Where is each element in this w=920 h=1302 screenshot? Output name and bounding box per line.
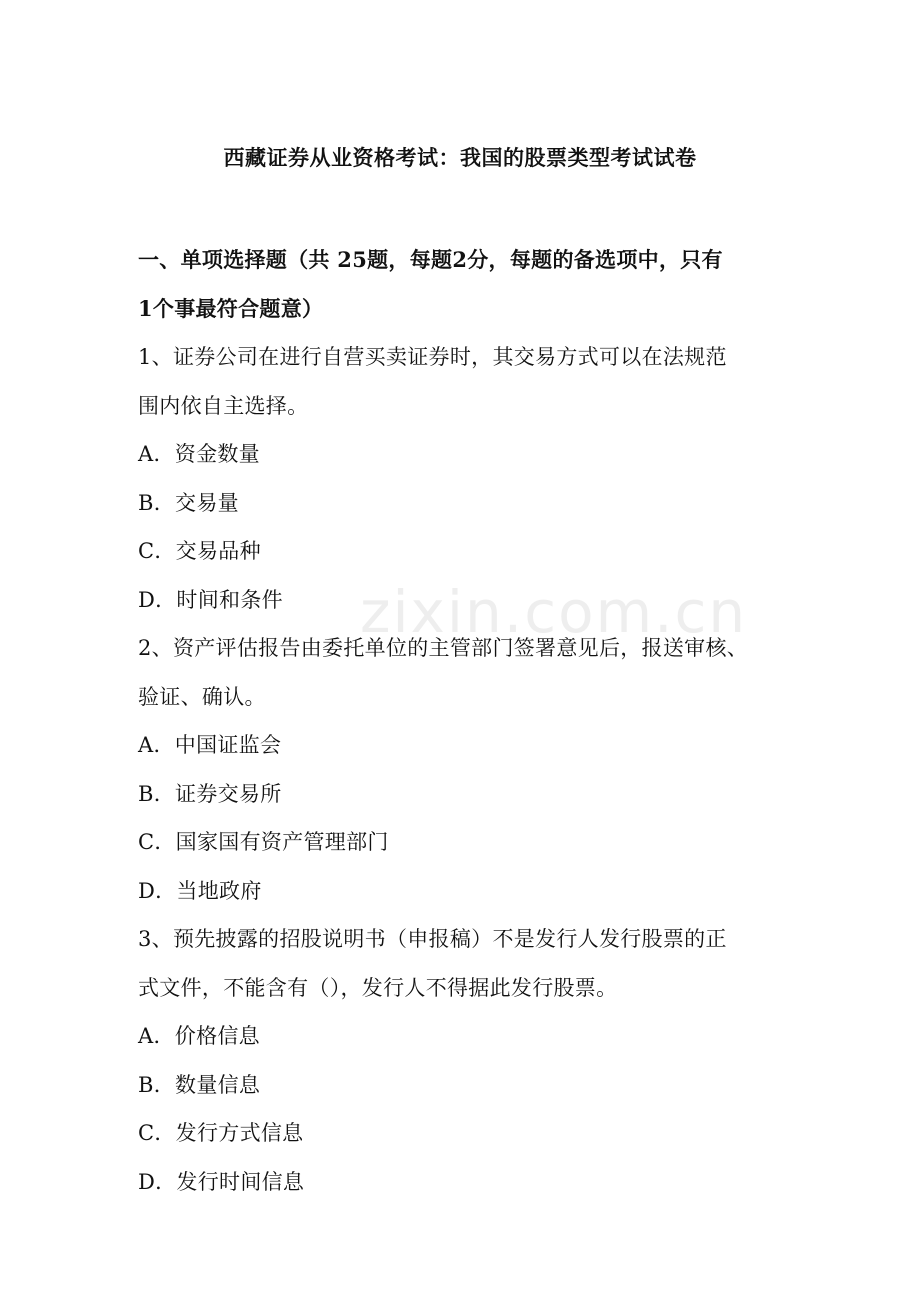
question-2-option-c: C．国家国有资产管理部门 [138,830,389,854]
question-2-option-d: D．当地政府 [138,878,262,903]
question-2-text-line-1: 2、资产评估报告由委托单位的主管部门签署意见后，报送审核、 [138,636,749,660]
document-title: 西藏证券从业资格考试：我国的股票类型考试试卷 [223,145,697,170]
question-3-option-c: C．发行方式信息 [138,1121,304,1145]
question-3-option-b: B．数量信息 [138,1072,261,1097]
question-2-option-b: B．证券交易所 [138,781,282,806]
question-1 [138,333,798,624]
question-3-option-d: D．发行时间信息 [138,1169,305,1194]
question-1-option-c: C．交易品种 [138,539,261,563]
question-1-option-a: A．资金数量 [138,442,260,466]
question-1-option-b: B．交易量 [138,490,239,515]
question-3-text-line-1: 3、预先披露的招股说明书（申报稿）不是发行人发行股票的正 [138,927,727,951]
question-1-text-line-2: 围内依自主选择。 [138,393,309,418]
question-1-option-d: D．时间和条件 [138,587,283,612]
question-1-text-line-1: 1、证券公司在进行自营买卖证券时，其交易方式可以在法规范 [138,345,727,369]
watermark: zixin.com.cn [360,578,748,646]
question-2-text-line-2: 验证、确认。 [138,684,266,709]
question-3 [138,915,798,1206]
document-body [138,236,798,1206]
section-heading-line-1: 一、单项选择题（共 25题，每题2分，每题的备选项中，只有 [138,247,723,272]
question-2 [138,624,798,915]
question-3-text-line-2: 式文件，不能含有（），发行人不得据此发行股票。 [138,975,618,1000]
question-2-option-a: A．中国证监会 [138,733,282,757]
section-heading-line-2: 1个事最符合题意） [138,295,324,321]
question-3-option-a: A．价格信息 [138,1024,260,1048]
